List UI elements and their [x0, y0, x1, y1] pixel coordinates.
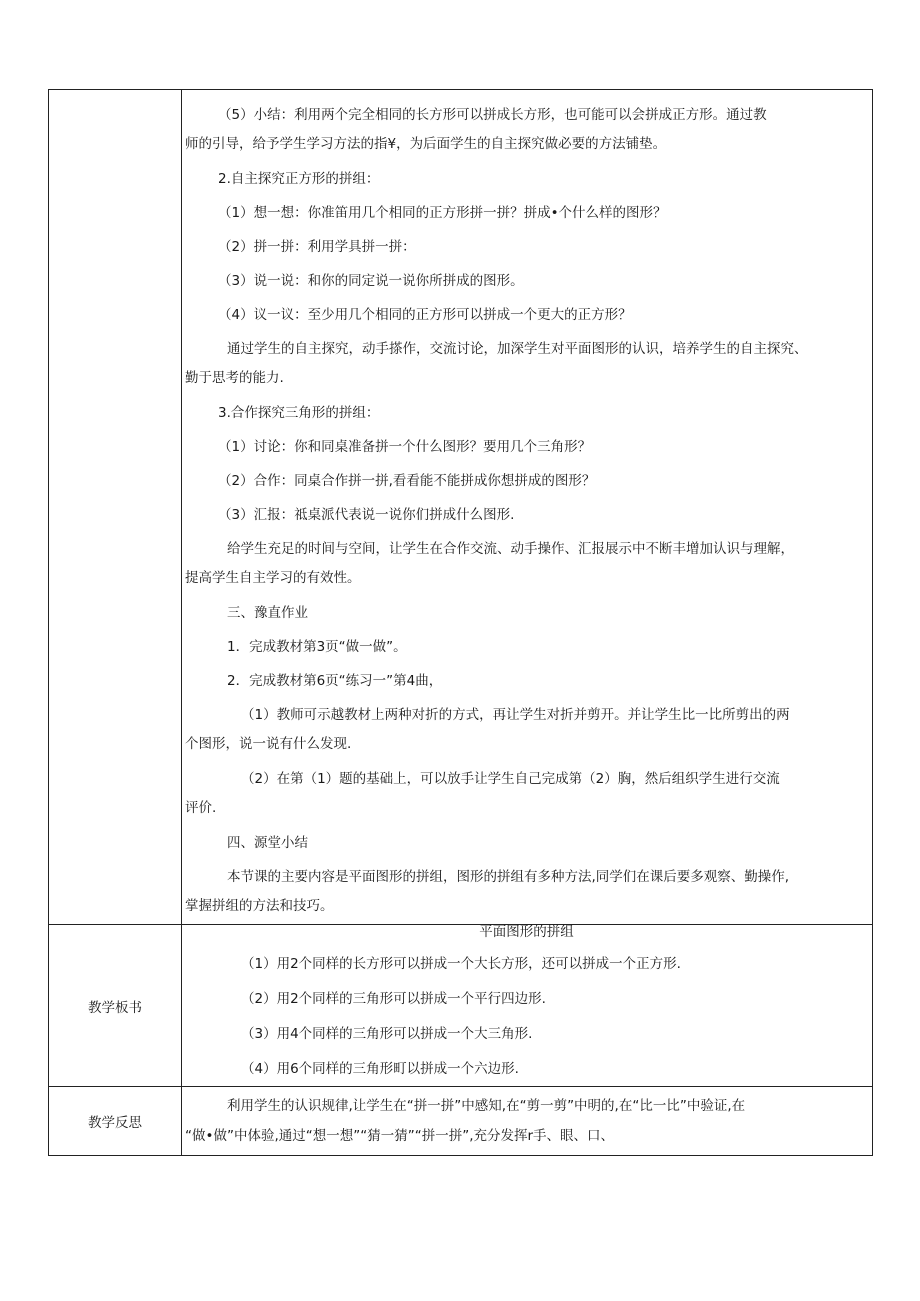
process-content	[182, 90, 873, 925]
process-line: 2.自主探究正方形的拼组：	[218, 171, 380, 187]
board-item: （3）用4个同样的三角形可以拼成一个大三角形.	[241, 1026, 533, 1042]
process-line: （5）小结：利用两个完全相同的长方形可以拼成长方形，也可能可以会拼成正方形。通过教	[218, 107, 767, 123]
process-line: 勤于思考的能力.	[185, 370, 284, 386]
process-line: 1．完成教材第3页“做一做”。	[227, 639, 407, 655]
reflection-line: 利用学生的认识规律,让学生在“拼一拼”中感知,在“剪一剪”中明的,在“比一比”中验证,在	[227, 1098, 746, 1114]
process-label-cell	[49, 90, 182, 925]
lesson-plan-table	[48, 89, 873, 1156]
board-content	[182, 925, 873, 1087]
process-line: 四、源堂小结	[227, 835, 308, 851]
process-line: 给学生充足的时间与空间，让学生在合作交流、动手操作、汇报展示中不断丰增加认识与理解，	[227, 541, 794, 557]
board-item: （4）用6个同样的三角形町以拼成一个六边形.	[241, 1061, 519, 1077]
board-title: 平面图形的拼组	[479, 924, 574, 940]
process-row	[49, 90, 873, 925]
process-line: 掌握拼组的方法和技巧。	[185, 898, 334, 914]
reflection-line: “做•做”中体验,通过“想一想”“猜一猜”“拼一拼”,充分发挥r手、眼、口、	[185, 1128, 615, 1144]
process-line: （1）想一想：你准笛用几个相同的正方形拼一拼？拼成•个什么样的图形？	[218, 205, 667, 221]
board-item: （2）用2个同样的三角形可以拼成一个平行四边形.	[241, 991, 546, 1007]
process-line: （3）说一说：和你的同定说一说你所拼成的图形。	[218, 273, 524, 289]
process-line: 个图形，说一说有什么发现.	[185, 736, 352, 752]
process-line: （1）讨论：你和同桌准备拼一个什么图形？要用几个三角形？	[218, 439, 592, 455]
process-line: 三、豫直作业	[227, 605, 308, 621]
process-line: 本节课的主要内容是平面图形的拼组，图形的拼组有多种方法,同学们在课后要多观察、勤操作,	[227, 869, 790, 885]
process-line: 3.合作探究三角形的拼组：	[218, 405, 380, 421]
board-item: （1）用2个同样的长方形可以拼成一个大长方形，还可以拼成一个正方形.	[241, 956, 681, 972]
process-line: （2）拼一拼：利用学具拼一拼：	[218, 239, 416, 255]
board-label: 教学板书	[49, 925, 182, 1087]
process-line: 通过学生的自主探究，动手搽作，交流讨论，加深学生对平面图形的认识，培养学生的自主探究、	[227, 341, 808, 357]
process-line: 评价.	[185, 800, 217, 816]
process-line: （2）合作：同桌合作拼一拼,看看能不能拼成你想拼成的图形？	[218, 473, 596, 489]
process-line: （1）教师可示越教材上两种对折的方式，再让学生对折并剪开。并让学生比一比所剪出的两	[241, 707, 790, 723]
process-line: 提高学生自主学习的有效性。	[185, 570, 361, 586]
reflection-content	[182, 1087, 873, 1156]
board-row	[49, 925, 873, 1087]
reflection-row	[49, 1087, 873, 1156]
reflection-label: 教学反思	[49, 1087, 182, 1156]
process-line: 2．完成教材第6页“练习一”第4曲，	[227, 673, 443, 689]
process-line: （4）议一议：至少用几个相同的正方形可以拼成一个更大的正方形？	[218, 307, 632, 323]
process-line: （2）在第（1）题的基础上，可以放手让学生自己完成第（2）胸，然后组织学生进行交流	[241, 771, 780, 787]
process-line: （3）汇报：祗桌派代表说一说你们拼成什么图形.	[218, 507, 515, 523]
process-line: 师的引导，给予学生学习方法的指¥，为后面学生的自主探究做必要的方法铺垫。	[185, 136, 667, 152]
